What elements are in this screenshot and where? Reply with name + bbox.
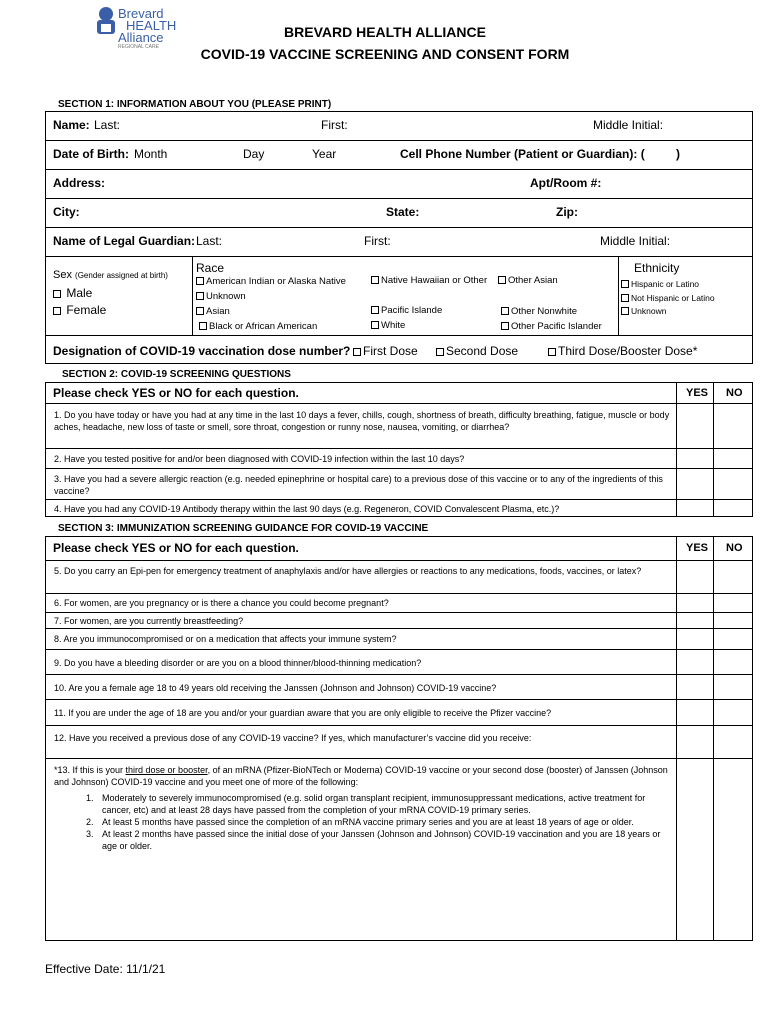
ethnicity-option[interactable]: Not Hispanic or Latino — [621, 293, 715, 303]
dose-row: Designation of COVID-19 vaccination dose number? First Dose Second Dose Third Dose/Booster Dose* — [53, 344, 698, 358]
section2-heading: SECTION 2: COVID-19 SCREENING QUESTIONS — [62, 369, 291, 380]
name-row[interactable]: Name: Last: First: Middle Initial: — [46, 112, 752, 141]
race-option[interactable]: Native Hawaiian or Other — [371, 275, 487, 286]
race-option[interactable]: Other Nonwhite — [501, 306, 577, 317]
question-row[interactable]: 7. For women, are you currently breastfeeding? — [46, 613, 752, 629]
form-title: COVID-19 VACCINE SCREENING AND CONSENT FORM — [200, 46, 570, 62]
race-option[interactable]: Black or African American — [199, 321, 317, 332]
question-row[interactable]: 5. Do you carry an Epi-pen for emergency treatment of anaphylaxis and/or have allergies or reactions to any medications, foods, vaccines, or latex? — [46, 561, 752, 594]
form-org-title: BREVARD HEALTH ALLIANCE — [284, 24, 486, 40]
race-option[interactable]: Unknown — [196, 291, 246, 302]
section3-header-row: Please check YES or NO for each question. YES NO — [46, 537, 752, 561]
question-row[interactable]: 9. Do you have a bleeding disorder or are you on a blood thinner/blood-thinning medication? — [46, 650, 752, 675]
logo-text: Brevard HEALTH Alliance REGIONAL CARE — [118, 6, 177, 50]
question-row[interactable]: 10. Are you a female age 18 to 49 years old receiving the Janssen (Johnson and Johnson) COVID-19 vaccine? — [46, 675, 752, 700]
race-option[interactable]: Other Pacific Islander — [501, 321, 602, 332]
q13-criterion: 2. At least 5 months have passed since the completion of an mRNA vaccine primary series and you are at least 18 years of age or older. — [96, 816, 674, 828]
question-row[interactable]: 2. Have you tested positive for and/or been diagnosed with COVID-19 infection within the last 10 days? — [46, 449, 752, 469]
section3-table — [45, 536, 753, 941]
section1-table — [45, 111, 753, 364]
race-option[interactable]: American Indian or Alaska Native — [196, 276, 346, 287]
question-row[interactable]: 11. If you are under the age of 18 are you and/or your guardian aware that you are only eligible to receive the Pfizer vaccine? — [46, 700, 752, 726]
dose-first-option[interactable]: First Dose — [353, 344, 418, 358]
question-row[interactable]: 8. Are you immunocompromised or on a medication that affects your immune system? — [46, 629, 752, 650]
address-row[interactable]: Address: Apt/Room #: — [46, 170, 752, 199]
section3-heading: SECTION 3: IMMUNIZATION SCREENING GUIDANCE FOR COVID-19 VACCINE — [58, 523, 429, 534]
ethnicity-option[interactable]: Hispanic or Latino — [621, 279, 699, 289]
guardian-row[interactable]: Name of Legal Guardian: Last: First: Middle Initial: — [46, 228, 752, 257]
dose-third-option[interactable]: Third Dose/Booster Dose* — [548, 344, 697, 358]
sex-male-option[interactable]: Male — [53, 286, 92, 300]
question-row[interactable]: 6. For women, are you pregnancy or is there a chance you could become pregnant? — [46, 594, 752, 613]
ethnicity-option[interactable]: Unknown — [621, 306, 666, 316]
race-option[interactable]: Pacific Islande — [371, 305, 442, 316]
dob-row[interactable]: Date of Birth: Month Day Year Cell Phone Number (Patient or Guardian): ( ) — [46, 141, 752, 170]
race-option[interactable]: Asian — [196, 306, 230, 317]
question-row[interactable]: 1. Do you have today or have you had at any time in the last 10 days a fever, chills, cough, shortness of breath, difficulty breathing, fatigue, muscle or body aches, headache, new loss of taste or smell, sore throat, congestion or runny nose, nausea, vomiting, or diarrhea? — [46, 404, 752, 449]
q13-criterion: 1. Moderately to severely immunocompromised (e.g. solid organ transplant recipient, immunosuppressant medications, active treatment for cancer, etc) and at least 28 days have passed from the completion of your mRNA COVID-19 primary series. — [96, 792, 674, 816]
section2-table — [45, 382, 753, 517]
section1-heading: SECTION 1: INFORMATION ABOUT YOU (PLEASE PRINT) — [58, 99, 332, 110]
race-label: Race — [196, 261, 225, 275]
sex-female-option[interactable]: Female — [53, 303, 106, 317]
demographics-row: Sex (Gender assigned at birth) Male Female Race American Indian or Alaska Native Native Hawaiian or Other Other Asian Unknown Asian Pacific Islande Other Nonwhite Black or African American White Other Pacific Islander Ethnicity Hispanic or Latino Not Hispanic or Latino Unknown — [46, 257, 752, 336]
city-row[interactable]: City: State: Zip: — [46, 199, 752, 228]
question-row[interactable]: 4. Have you had any COVID-19 Antibody therapy within the last 90 days (e.g. Regeneron, COVID Convalescent Plasma, etc.)? — [54, 504, 560, 514]
question-row[interactable]: 12. Have you received a previous dose of any COVID-19 vaccine? If yes, which manufacturer’s vaccine did you receive: — [46, 726, 752, 759]
dose-second-option[interactable]: Second Dose — [436, 344, 518, 358]
race-option[interactable]: White — [371, 320, 405, 331]
q13-criterion: 3. At least 2 months have passed since the initial dose of your Janssen (Johnson and Johnson) COVID-19 vaccination and you are 18 years or age or older. — [96, 828, 674, 852]
effective-date: Effective Date: 11/1/21 — [45, 962, 166, 976]
ethnicity-label: Ethnicity — [634, 261, 680, 275]
question-13-row[interactable]: *13. If this is your third dose or booster, of an mRNA (Pfizer-BioNTech or Moderna) COVID-19 vaccine or your second dose (booster) of Janssen (Johnson and Johnson) COVID-19 vaccine and you meet one of more of the following: 1. Moderately to severely immunocompromised (e.g. solid organ transplant recipient, immunosuppressant medications, active treatment for cancer, etc) and at least 28 days have passed from the completion of your mRNA COVID-19 primary series. 2. At least 5 months have passed since the completion of an mRNA vaccine primary series and you are at least 18 years of age or older. 3. At least 2 months have passed since the initial dose of your Janssen (Johnson and Johnson) COVID-19 vaccination and you are 18 years or age or older. — [46, 759, 752, 942]
race-option[interactable]: Other Asian — [498, 275, 558, 286]
question-row[interactable]: 3. Have you had a severe allergic reaction (e.g. needed epinephrine or hospital care) to a previous dose of this vaccine or to any of the ingredients of this vaccine? — [46, 469, 752, 500]
section2-header-row: Please check YES or NO for each question. YES NO — [46, 383, 752, 404]
